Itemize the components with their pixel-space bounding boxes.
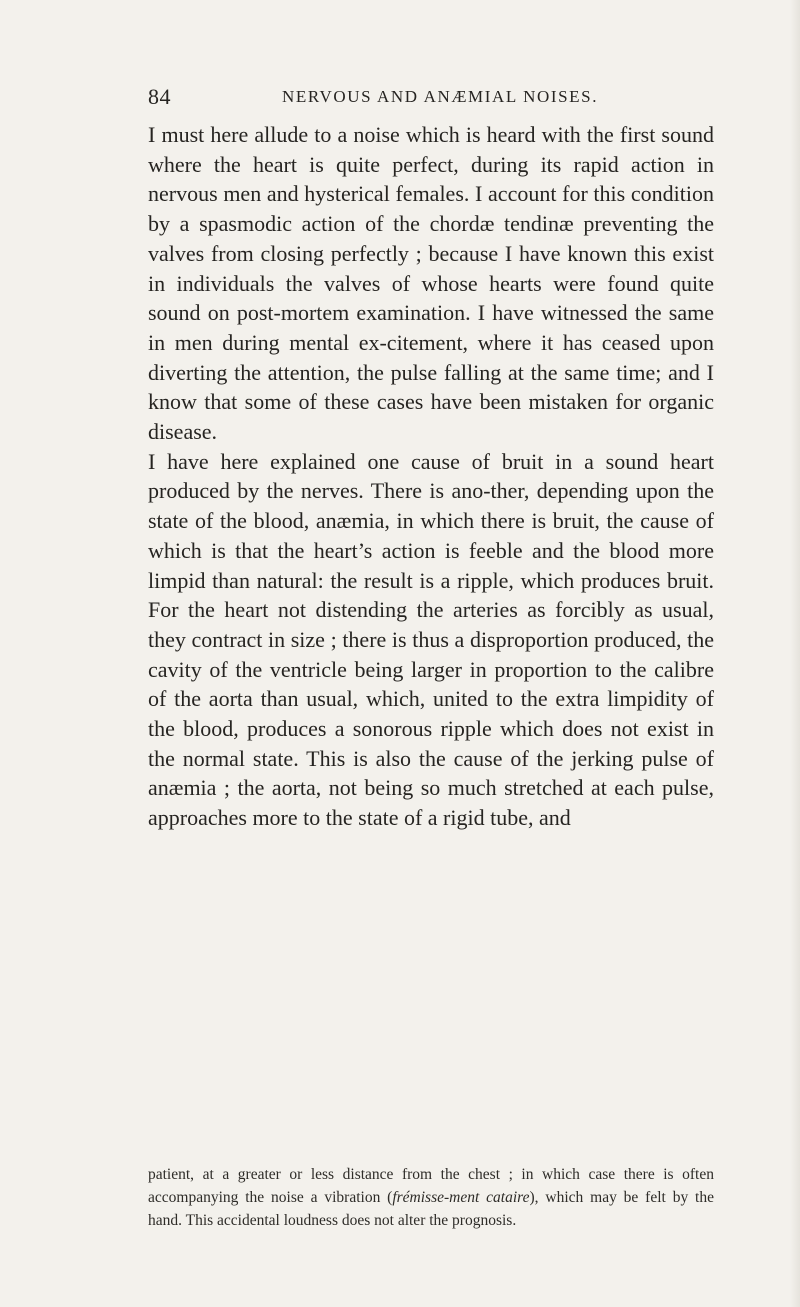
footnote xyxy=(148,1163,714,1232)
footnote-paragraph xyxy=(148,1163,714,1232)
paragraph-1: I must here allude to a noise which is heard with the first sound where the heart is quite perfect, during its rapid action in nervous men and hysterical females. I account for this condition by a spasmodic action of the chordæ tendinæ preventing the valves from closing perfectly ; because I have known this exist in individuals the valves of whose hearts were found quite sound on post-mortem examination. I have witnessed the same in men during mental ex-citement, where it has ceased upon diverting the attention, the pulse falling at the same time; and I know that some of these cases have been mistaken for organic disease. xyxy=(148,122,714,445)
footnote-text-after: ), which may be felt by the hand. This accidental loudness does not alter the prognosis. xyxy=(148,1189,714,1229)
paragraph-2: I have here explained one cause of bruit in a sound heart produced by the nerves. There is ano-ther, depending upon the state of the blood, anæmia, in which there is bruit, the cause of which is that the heart’s action is feeble and the blood more limpid than natural: the result is a ripple, which produces bruit. For the heart not distending the arteries as forcibly as usual, they contract in size ; there is thus a disproportion produced, the cavity of the ventricle being larger in proportion to the calibre of the aorta than usual, which, united to the extra limpidity of the blood, produces a sonorous ripple which does not exist in the normal state. This is also the cause of the jerking pulse of anæmia ; the aorta, not being so much stretched at each pulse, approaches more to the state of a rigid tube, and xyxy=(148,448,714,831)
running-head xyxy=(148,84,712,114)
main-text xyxy=(148,120,714,833)
page-edge-shadow xyxy=(790,0,800,1307)
running-title: NERVOUS AND ANÆMIAL NOISES. xyxy=(282,87,599,106)
footnote-italic-term: frémisse-ment cataire xyxy=(392,1189,530,1206)
footnote-text-before: patient, at a greater or less distance from the chest ; in which case there is often accompanying the noise a vibration ( xyxy=(148,1166,714,1206)
page-number: 84 xyxy=(148,84,171,109)
